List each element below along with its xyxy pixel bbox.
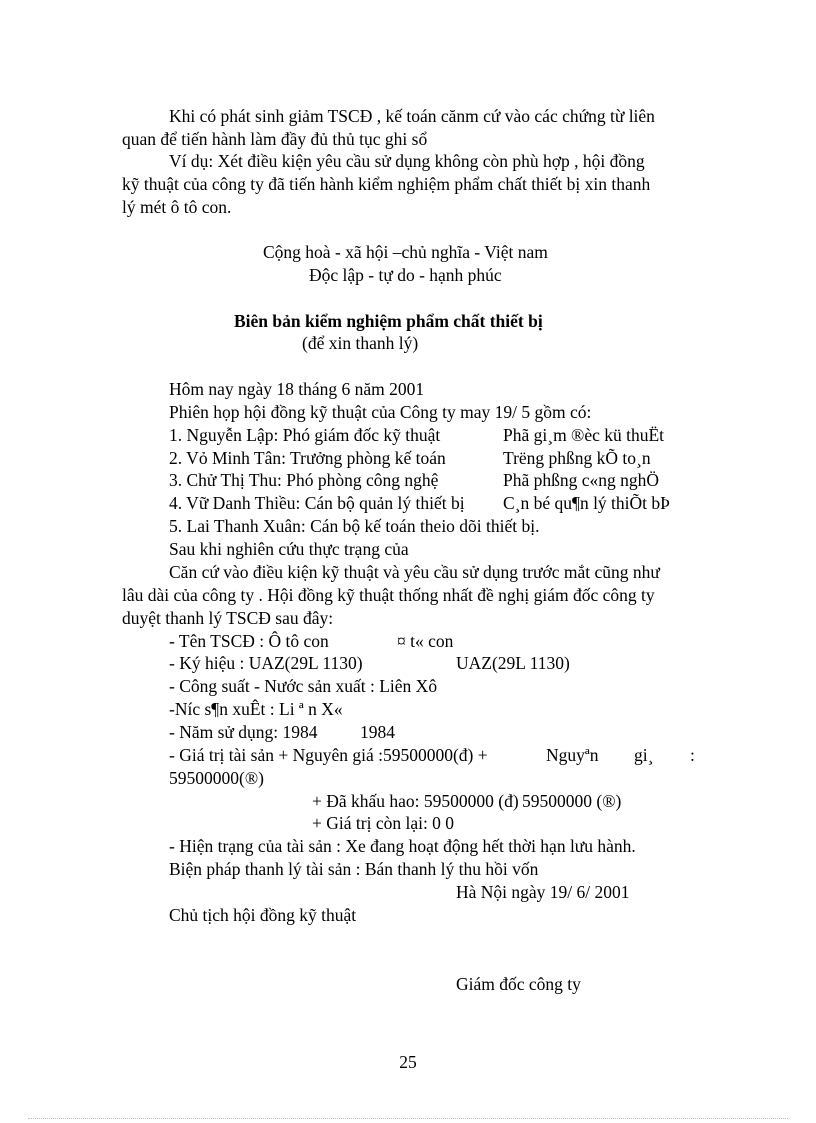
basis-line-2: lâu dài của công ty . Hội đồng kỹ thuật thống nhất đề nghị giám đốc công ty [122,585,655,605]
intro-paragraph-2-line-1: Ví dụ: Xét điều kiện yêu cầu sử dụng không còn phù hợp , hội đồng [169,151,645,171]
member-3-name: 3. Chử Thị Thu: Phó phòng công nghệ [169,470,439,490]
asset-origin-garbled: -Níc s¶n xuÊt : Li ª n X« [169,699,343,719]
member-1-name: 1. Nguyễn Lập: Phó giám đốc kỹ thuật [169,425,441,445]
asset-name: - Tên TSCĐ : Ô tô con [169,631,329,651]
asset-status: - Hiện trạng của tài sản : Xe đang hoạt động hết thời hạn lưu hành. [169,836,636,856]
liquidation-measure: Biện pháp thanh lý tài sản : Bán thanh lý thu hồi vốn [169,859,539,879]
asset-depreciation: + Đã khấu hao: 59500000 (đ) [312,791,519,811]
asset-year: - Năm sử dụng: 1984 [169,722,318,742]
document-subtitle: (để xin thanh lý) [302,333,419,353]
asset-year-repeat: 1984 [360,722,395,742]
after-research-line: Sau khi nghiên cứu thực trạng của [169,539,409,559]
asset-value-garbled-1: Nguyªn [546,745,599,765]
member-2-name: 2. Vỏ Minh Tân: Trưởng phòng kế toán [169,448,446,468]
asset-code-repeat: UAZ(29L 1130) [456,653,570,673]
asset-remaining-value: + Giá trị còn lại: 0 0 [312,813,455,833]
meeting-date: Hôm nay ngày 18 tháng 6 năm 2001 [169,379,425,399]
council-intro: Phiên họp hội đồng kỹ thuật của Công ty may 19/ 5 gồm có: [169,402,592,422]
asset-code: - Ký hiệu : UAZ(29L 1130) [169,653,363,673]
intro-paragraph-2-line-2: kỹ thuật của công ty đã tiến hành kiểm nghiệm phẩm chất thiết bị xin thanh [122,174,651,194]
asset-power-origin: - Công suất - Nước sản xuất : Liên Xô [169,676,438,696]
asset-value-garbled-3: : [690,745,695,765]
place-date: Hà Nội ngày 19/ 6/ 2001 [456,882,630,902]
asset-depreciation-repeat: 59500000 (®) [522,791,622,811]
document-title: Biên bản kiểm nghiệm phẩm chất thiết bị [234,311,543,331]
asset-value-garbled-2: gi¸ [634,745,654,765]
basis-line-1: Căn cứ vào điều kiện kỹ thuật và yêu cầu sử dụng trước mắt cũng như [169,562,660,582]
member-2-garbled: Trëng phßng kÕ to¸n [503,448,651,468]
intro-paragraph-2-line-3: lý mét ô tô con. [122,197,232,217]
director-signature-label: Giám đốc công ty [456,974,581,994]
page-bottom-border [28,1118,788,1119]
asset-value-garbled-4: 59500000(®) [169,768,264,788]
member-4-name: 4. Vữ Danh Thiều: Cán bộ quản lý thiết bị [169,493,465,513]
asset-name-garbled: ¤ t« con [397,631,454,651]
national-motto-line-1: Cộng hoà - xã hội –chủ nghĩa - Việt nam [263,242,548,262]
member-5-name: 5. Lai Thanh Xuân: Cán bộ kế toán theio dõi thiết bị. [169,516,540,536]
national-motto-line-2: Độc lập - tự do - hạnh phúc [309,265,502,285]
chairman-signature-label: Chủ tịch hội đồng kỹ thuật [169,905,357,925]
basis-line-3: duyệt thanh lý TSCĐ sau đây: [122,608,334,628]
intro-paragraph-1-line-1: Khi có phát sinh giảm TSCĐ , kế toán cănm cứ vào các chứng từ liên [169,106,655,126]
member-1-garbled: Phã gi¸m ®èc kü thuËt [503,425,665,445]
asset-value-line: - Giá trị tài sản + Nguyên giá :59500000(đ) + [169,745,488,765]
intro-paragraph-1-line-2: quan để tiến hành làm đầy đủ thủ tục ghi sổ [122,129,428,149]
member-4-garbled: C¸n bé qu¶n lý thiÕt bÞ [503,493,670,513]
page-number: 25 [399,1052,417,1072]
member-3-garbled: Phã phßng c«ng nghÖ [503,470,660,490]
